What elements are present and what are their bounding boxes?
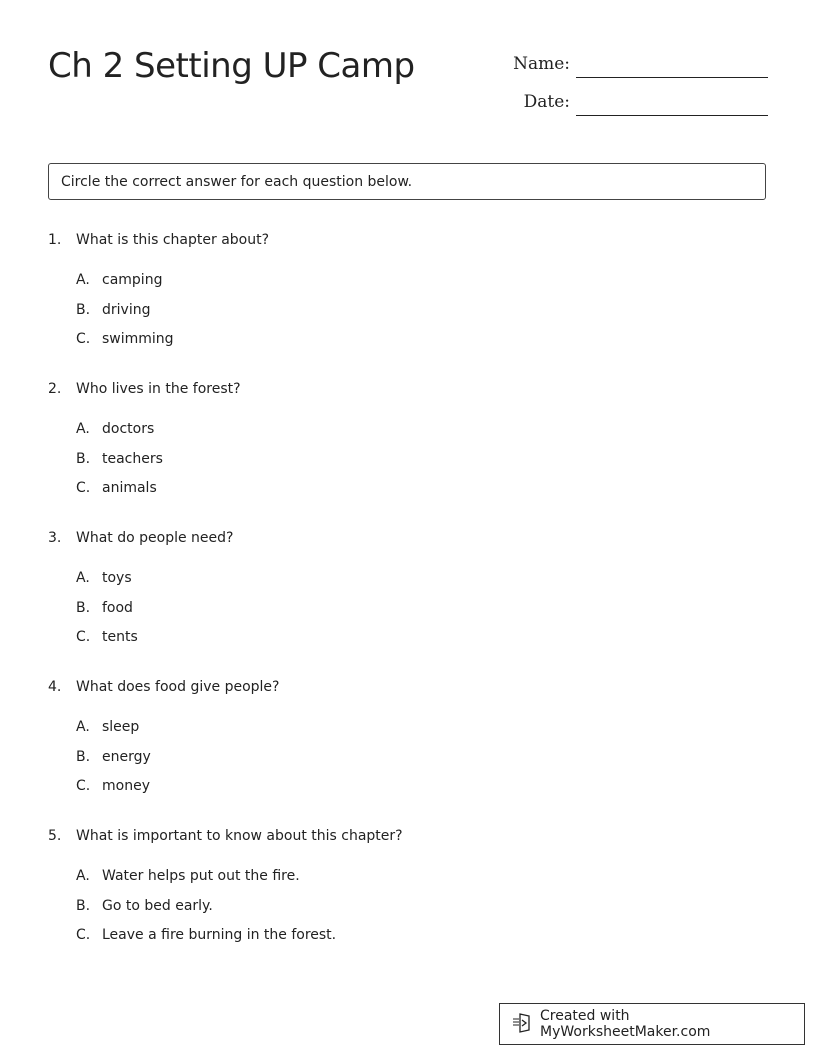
option-text: Water helps put out the fire. (102, 868, 300, 884)
option-c[interactable] (76, 480, 766, 500)
question-number: 2. (48, 381, 62, 397)
question-text: What is important to know about this chapter? (76, 828, 403, 844)
name-label: Name: (513, 54, 570, 74)
option-letter: C. (76, 778, 91, 794)
option-letter: B. (76, 600, 91, 616)
option-text: toys (102, 570, 132, 586)
option-b[interactable] (76, 451, 766, 471)
question-text: What do people need? (76, 530, 234, 546)
option-text: swimming (102, 331, 174, 347)
option-letter: C. (76, 927, 91, 943)
option-c[interactable] (76, 927, 766, 947)
question-1 (48, 232, 768, 347)
question-4 (48, 679, 768, 794)
option-text: Go to bed early. (102, 898, 213, 914)
option-text: food (102, 600, 133, 616)
option-text: animals (102, 480, 157, 496)
option-letter: C. (76, 331, 91, 347)
option-letter: A. (76, 570, 90, 586)
option-letter: B. (76, 898, 91, 914)
name-underline[interactable] (576, 77, 768, 78)
option-text: Leave a fire burning in the forest. (102, 927, 337, 943)
option-b[interactable] (76, 898, 766, 918)
question-text: What is this chapter about? (76, 232, 270, 248)
date-underline[interactable] (576, 115, 768, 116)
option-text: driving (102, 302, 151, 318)
option-letter: B. (76, 749, 91, 765)
question-3 (48, 530, 768, 645)
worksheet-maker-logo-icon (512, 1011, 540, 1037)
question-number: 4. (48, 679, 62, 695)
instructions-box: Circle the correct answer for each question below. (48, 163, 766, 200)
footer-credit[interactable] (499, 1003, 805, 1045)
option-text: money (102, 778, 150, 794)
option-a[interactable] (76, 272, 766, 292)
option-text: sleep (102, 719, 140, 735)
option-letter: B. (76, 302, 91, 318)
question-text: Who lives in the forest? (76, 381, 241, 397)
footer-text: Created with MyWorksheetMaker.com (540, 1008, 711, 1040)
option-a[interactable] (76, 421, 766, 441)
option-text: doctors (102, 421, 155, 437)
date-label: Date: (523, 92, 570, 112)
question-number: 1. (48, 232, 62, 248)
question-number: 3. (48, 530, 62, 546)
option-a[interactable] (76, 868, 766, 888)
option-letter: B. (76, 451, 91, 467)
option-text: tents (102, 629, 138, 645)
option-letter: C. (76, 629, 91, 645)
option-a[interactable] (76, 719, 766, 739)
option-letter: A. (76, 421, 90, 437)
option-letter: C. (76, 480, 91, 496)
option-text: camping (102, 272, 163, 288)
option-a[interactable] (76, 570, 766, 590)
question-5 (48, 828, 768, 943)
option-letter: A. (76, 868, 90, 884)
option-b[interactable] (76, 600, 766, 620)
question-2 (48, 381, 768, 496)
option-letter: A. (76, 719, 90, 735)
question-text: What does food give people? (76, 679, 280, 695)
page-title: Ch 2 Setting UP Camp (48, 46, 415, 86)
option-b[interactable] (76, 749, 766, 769)
option-b[interactable] (76, 302, 766, 322)
option-c[interactable] (76, 778, 766, 798)
date-field[interactable] (500, 86, 768, 116)
name-field[interactable] (500, 48, 768, 78)
option-text: energy (102, 749, 151, 765)
option-text: teachers (102, 451, 163, 467)
option-c[interactable] (76, 629, 766, 649)
option-letter: A. (76, 272, 90, 288)
question-number: 5. (48, 828, 62, 844)
option-c[interactable] (76, 331, 766, 351)
